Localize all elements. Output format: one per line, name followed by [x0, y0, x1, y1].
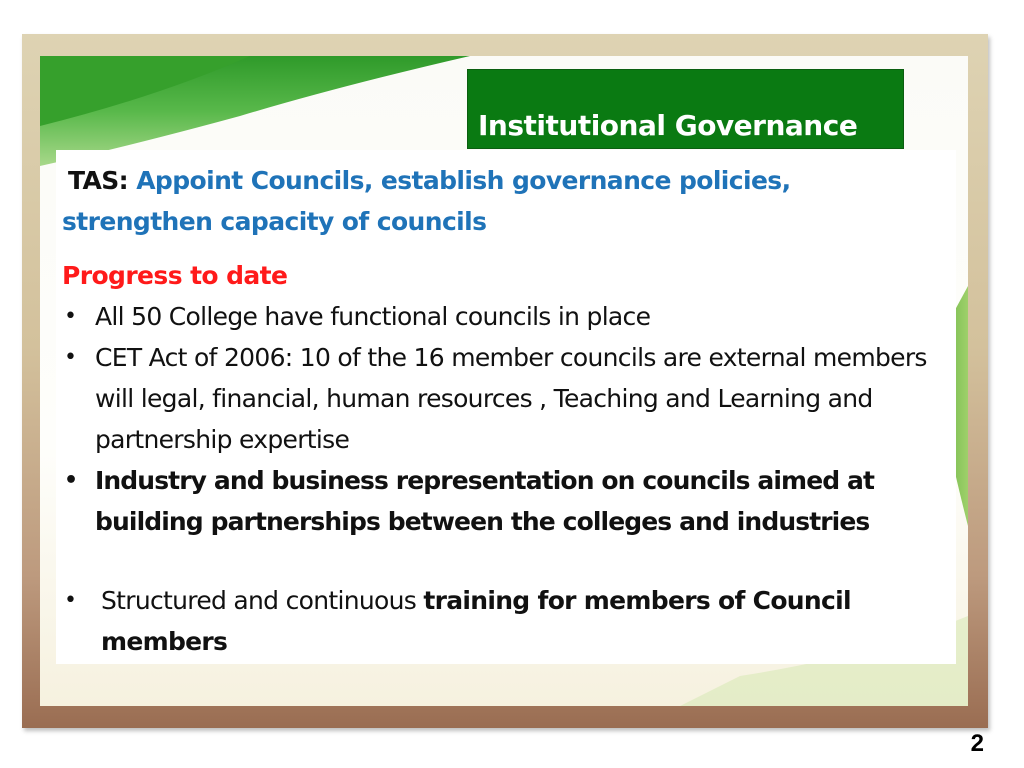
progress-heading: Progress to date: [62, 261, 288, 290]
bullet-item: [62, 337, 942, 460]
bullet-text: Industry and business representation on councils aimed at building partnerships between the colleges and industries: [95, 466, 875, 536]
bullet-item: [62, 296, 942, 337]
tas-label: TAS:: [68, 166, 129, 195]
progress-bullet-list: [62, 296, 942, 542]
training-bullet: [62, 580, 942, 662]
page-number: 2: [970, 730, 984, 757]
bullet-icon: •: [64, 345, 77, 370]
bullet-item: [62, 460, 942, 542]
bullet-icon: •: [64, 588, 77, 613]
bullet-text: CET Act of 2006: 10 of the 16 member councils are external members will legal, financial, human resources , Teaching and Learning and partnership expertise: [95, 343, 927, 454]
slide-body: [62, 160, 942, 542]
bullet-icon: •: [64, 304, 77, 329]
bullet-text: All 50 College have functional councils in place: [95, 302, 651, 331]
tas-statement: [62, 160, 942, 242]
bullet-icon: •: [64, 468, 78, 493]
tas-text: Appoint Councils, establish governance policies, strengthen capacity of councils: [62, 166, 791, 236]
training-bullet-prefix: Structured and continuous: [101, 586, 424, 615]
slide-title: Institutional Governance: [478, 109, 858, 142]
title-box: [467, 69, 904, 149]
training-bullet-bold: training for members of Council members: [101, 586, 851, 656]
